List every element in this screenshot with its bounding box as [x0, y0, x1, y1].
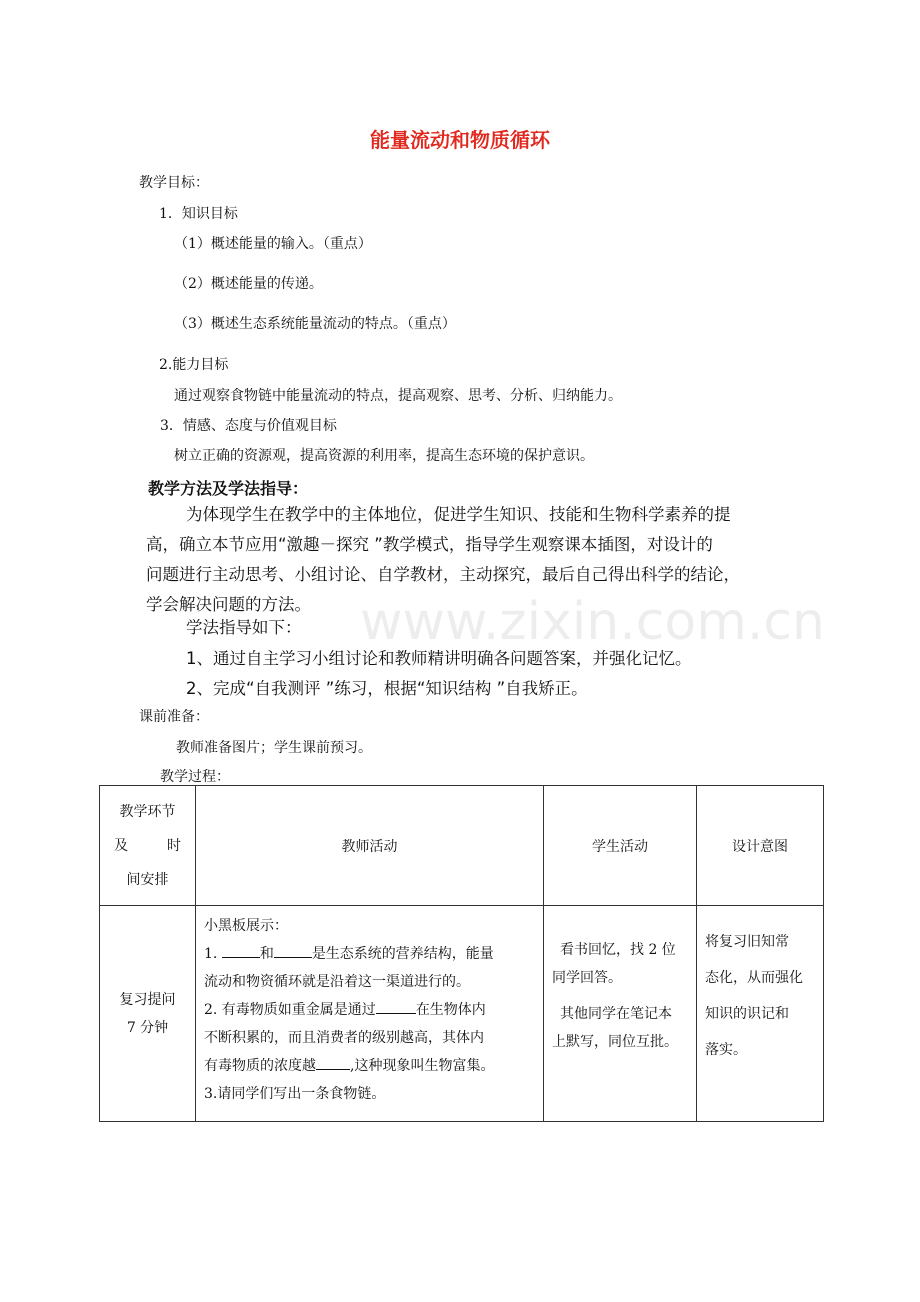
stage-cell	[100, 906, 196, 1122]
student-line: 同学回答。	[552, 970, 622, 986]
header-design-intent: 设计意图	[697, 786, 824, 906]
design-intent-cell	[697, 906, 824, 1122]
header-stage-line	[100, 829, 195, 863]
intent-line: 将复习旧知常	[705, 934, 789, 950]
teacher-line: 流动和物资循环就是沿着这一渠道进行的。	[204, 974, 470, 990]
fill-blank	[222, 943, 260, 958]
method-paragraph	[146, 500, 794, 620]
teacher-text: 1.	[204, 946, 218, 962]
fill-blank	[376, 999, 416, 1014]
teacher-line	[204, 940, 537, 968]
intent-line: 态化，从而强化	[705, 970, 803, 986]
teacher-text: 和	[259, 946, 274, 962]
table-row	[100, 906, 824, 1122]
knowledge-goal-item: （2）概述能量的传递。	[174, 276, 323, 292]
guide-item: 2、完成“自我测评 ”练习，根据“知识结构 ”自我矫正。	[186, 679, 588, 698]
ability-goal-text: 通过观察食物链中能量流动的特点，提高观察、思考、分析、归纳能力。	[174, 388, 622, 404]
prep-text: 教师准备图片；学生课前预习。	[176, 740, 372, 756]
knowledge-goal-item: （1）概述能量的输入。（重点）	[174, 236, 372, 252]
header-stage-word: 及	[114, 837, 128, 854]
page-title: 能量流动和物质循环	[370, 128, 550, 152]
method-line: 高，确立本节应用“激趣－探究 ”教学模式，指导学生观察课本插图，对设计的	[146, 535, 713, 554]
intent-line: 知识的识记和	[705, 1006, 789, 1022]
ability-goal-heading: 2.能力目标	[159, 357, 229, 373]
student-line: 看书回忆，找 2 位	[560, 942, 676, 958]
student-line: 其他同学在笔记本	[560, 1006, 672, 1022]
knowledge-goal-item: （3）概述生态系统能量流动的特点。（重点）	[174, 316, 456, 332]
teacher-text: 在生物体内	[415, 1002, 486, 1018]
watermark: www.zixin.com.cn	[360, 592, 825, 652]
fill-blank	[274, 943, 312, 958]
teacher-text: 2. 有毒物质如重金属是通过	[204, 1002, 376, 1018]
guide-heading: 学法指导如下：	[186, 618, 302, 637]
header-stage-line: 教学环节	[119, 803, 176, 820]
stage-name: 复习提问	[119, 991, 176, 1008]
teacher-text: ,这种现象叫生物富集。	[350, 1058, 495, 1074]
goals-heading: 教学目标：	[139, 175, 209, 191]
prep-heading: 课前准备：	[139, 709, 209, 725]
emotion-goal-heading: 3．情感、态度与价值观目标	[160, 418, 337, 434]
process-table	[99, 785, 824, 1122]
emotion-goal-text: 树立正确的资源观，提高资源的利用率，提高生态环境的保护意识。	[174, 448, 594, 464]
knowledge-goal-heading: 1．知识目标	[159, 206, 238, 222]
teacher-text: 是生态系统的营养结构，能量	[311, 946, 494, 962]
header-stage-word: 时	[167, 837, 181, 854]
teacher-line: 不断积累的，而且消费者的级别越高，其体内	[204, 1030, 484, 1046]
method-line: 问题进行主动思考、小组讨论、自学教材，主动探究，最后自己得出科学的结论，	[146, 565, 740, 584]
teacher-activity-cell	[196, 906, 544, 1122]
stage-time: 7 分钟	[126, 1019, 169, 1036]
table-header-row	[100, 786, 824, 906]
header-stage-line: 间安排	[126, 871, 169, 888]
teacher-line: 3.请同学们写出一条食物链。	[204, 1086, 386, 1102]
teacher-line	[204, 996, 537, 1024]
method-line: 学会解决问题的方法。	[146, 595, 311, 614]
intent-line: 落实。	[705, 1042, 747, 1058]
guide-item: 1、通过自主学习小组讨论和教师精讲明确各问题答案，并强化记忆。	[186, 649, 692, 668]
method-line: 为体现学生在教学中的主体地位，促进学生知识、技能和生物科学素养的提	[186, 505, 731, 524]
student-activity-cell	[544, 906, 697, 1122]
student-line: 上默写，同位互批。	[552, 1034, 678, 1050]
teacher-text: 有毒物质的浓度越	[204, 1058, 316, 1074]
teacher-line: 小黑板展示：	[204, 918, 288, 934]
fill-blank	[316, 1055, 350, 1070]
process-heading: 教学过程：	[160, 769, 230, 785]
header-teacher-activity: 教师活动	[196, 786, 544, 906]
teacher-line	[204, 1052, 537, 1080]
header-student-activity: 学生活动	[544, 786, 697, 906]
method-heading: 教学方法及学法指导：	[148, 479, 309, 498]
header-stage-time	[100, 786, 196, 906]
